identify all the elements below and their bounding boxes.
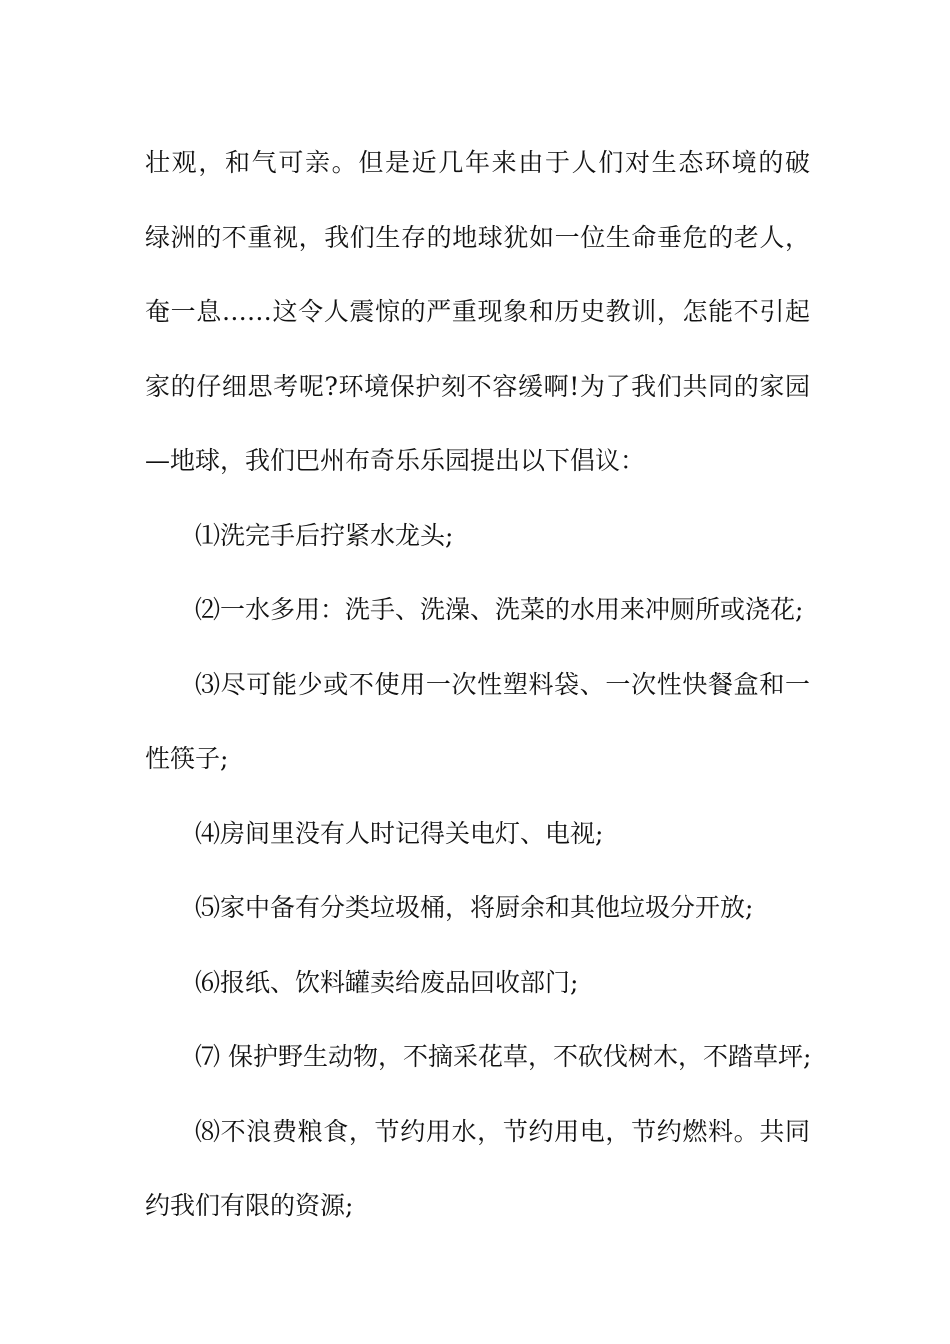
proposal-item-8: ⑻不浪费粮食，节约用水，节约用电，节约燃料。共同 [195, 1116, 810, 1146]
body-line-5: —地球，我们巴州布奇乐乐园提出以下倡议： [145, 446, 646, 475]
proposal-item-3-continued: 性筷子; [145, 744, 229, 773]
proposal-item-4: ⑷房间里没有人时记得关电灯、电视; [195, 818, 604, 848]
body-line-3: 奄一息……这令人震惊的严重现象和历史教训，怎能不引起 [145, 297, 810, 326]
proposal-item-6: ⑹报纸、饮料罐卖给废品回收部门; [195, 967, 579, 997]
proposal-item-3: ⑶尽可能少或不使用一次性塑料袋、一次性快餐盒和一 [195, 669, 810, 699]
proposal-item-8-continued: 约我们有限的资源; [145, 1191, 354, 1220]
proposal-item-5: ⑸家中备有分类垃圾桶，将厨余和其他垃圾分开放; [195, 893, 754, 922]
document-body [145, 126, 810, 1244]
body-line-2: 绿洲的不重视，我们生存的地球犹如一位生命垂危的老人， [145, 222, 810, 252]
body-line-1: 壮观，和气可亲。但是近几年来由于人们对生态环境的破 [145, 148, 810, 177]
proposal-item-7: ⑺ 保护野生动物，不摘采花草，不砍伐树木，不踏草坪; [195, 1042, 812, 1071]
body-line-4: 家的仔细思考呢?环境保护刻不容缓啊!为了我们共同的家园 [145, 371, 810, 401]
proposal-item-2: ⑵一水多用：洗手、洗澡、洗菜的水用来冲厕所或浇花; [195, 595, 804, 624]
proposal-item-1: ⑴洗完手后拧紧水龙头; [195, 520, 454, 550]
